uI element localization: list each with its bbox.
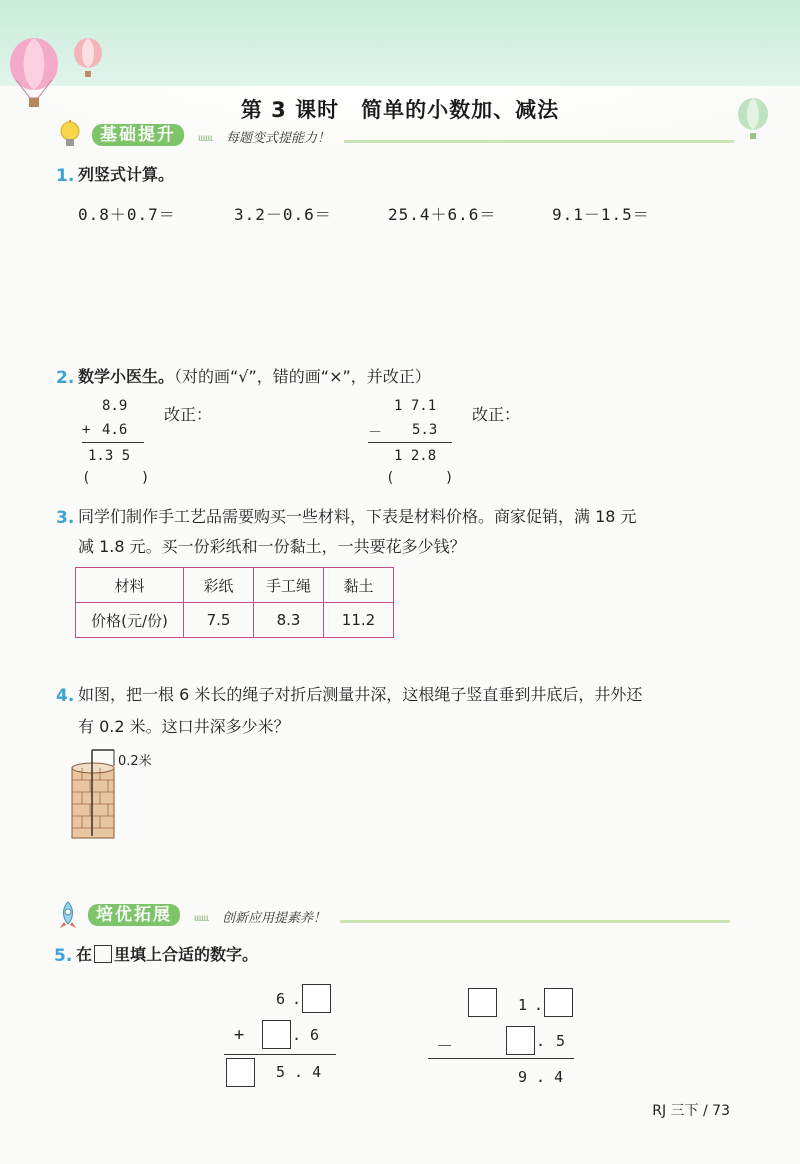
q2-calc-1: [82, 398, 152, 488]
calc2-result: 1 2.8: [394, 448, 437, 464]
table-cell: 8.3: [254, 603, 324, 638]
well-label: 0.2米: [118, 754, 152, 769]
banner-rule: [344, 140, 734, 143]
calc2-fix-label: 改正：: [472, 405, 521, 424]
lesson-title: 简单的小数加、减法: [361, 98, 560, 122]
calc2-top: 1 7.1: [394, 398, 437, 414]
lesson-number: 第 3 课时: [240, 98, 340, 122]
section-advanced-subtitle: 创新应用提素养！: [222, 911, 327, 926]
q5-left-mid-dot: .: [292, 1026, 302, 1044]
q5-left-top-digit: 6: [276, 990, 286, 1008]
question-2-text: [78, 362, 431, 392]
banner-rule-2: [340, 920, 730, 923]
page-footer: RJ 三下 / 73: [652, 1103, 730, 1119]
q5-right-top-digit: 1: [518, 996, 528, 1014]
q5-inline-box: [94, 945, 112, 963]
q5-left-box-1[interactable]: [302, 984, 331, 1013]
question-5-text: [76, 940, 258, 970]
question-4-number: 4.: [56, 686, 75, 706]
question-5-number: 5.: [54, 946, 73, 966]
calc1-bottom: 4.6: [102, 422, 128, 438]
page-title: [0, 94, 800, 124]
table-header: 材料: [76, 568, 184, 603]
q5-right-mid-digit: 5: [556, 1032, 566, 1050]
q1-expr-1: 0.8＋0.7＝: [78, 205, 176, 224]
question-4-line-1: 如图，把一根 6 米长的绳子对折后测量井深，这根绳子竖直垂到井底后，井外还: [78, 685, 643, 704]
table-cell: 价格(元/份): [76, 603, 184, 638]
question-2-title: 数学小医生。: [78, 367, 175, 386]
q5-text-before: 在: [76, 945, 93, 964]
table-cell: 7.5: [184, 603, 254, 638]
section-basic-subtitle: 每题变式提能力！: [226, 131, 331, 146]
calc2-rule: [368, 442, 452, 443]
question-1-text: 列竖式计算。: [78, 165, 175, 184]
q5-left-box-2[interactable]: [262, 1020, 291, 1049]
table-row: [76, 568, 394, 603]
q5-left-top-dot: .: [292, 990, 302, 1008]
q5-left-result: 5 . 4: [276, 1063, 322, 1081]
table-header: 手工绳: [254, 568, 324, 603]
q2-calc-2: [368, 398, 458, 488]
calc2-judge: ( ): [386, 470, 454, 486]
question-4-line-2: 有 0.2 米。这口井深多少米？: [78, 717, 290, 736]
q5-right-top-dot: .: [534, 996, 544, 1014]
banner-dots-2: ιιιιιι: [194, 913, 209, 924]
q5-left-rule: [224, 1054, 336, 1055]
q5-right-op: －: [436, 1037, 453, 1057]
calc1-judge: ( ): [82, 470, 150, 486]
section-advanced-label: 培优拓展: [88, 904, 180, 926]
question-3-number: 3.: [56, 508, 75, 528]
q5-right-rule: [428, 1058, 574, 1059]
question-1-number: 1.: [56, 166, 75, 186]
q5-right-box-1[interactable]: [468, 988, 497, 1017]
question-2-number: 2.: [56, 368, 75, 388]
calc1-result: 1.3 5: [88, 448, 131, 464]
table-row: [76, 603, 394, 638]
calc1-op: +: [82, 422, 91, 438]
table-header: 黏土: [324, 568, 394, 603]
well-figure: [70, 748, 120, 840]
q5-right-box-2[interactable]: [544, 988, 573, 1017]
q5-text-after: 里填上合适的数字。: [114, 945, 259, 964]
q1-expr-3: 25.4＋6.6＝: [388, 205, 497, 224]
q5-right-result: 9 . 4: [518, 1068, 564, 1086]
q1-expr-2: 3.2－0.6＝: [234, 205, 332, 224]
calc2-bottom: 5.3: [412, 422, 438, 438]
q5-left-mid-digit: 6: [310, 1026, 320, 1044]
table-header: 彩纸: [184, 568, 254, 603]
lightbulb-icon: [58, 120, 82, 150]
question-3-line-2: 减 1.8 元。买一份彩纸和一份黏土，一共要花多少钱？: [78, 537, 466, 556]
banner-dots: ιιιιιι: [198, 133, 213, 144]
balloon-icon-small: [72, 38, 104, 80]
table-cell: 11.2: [324, 603, 394, 638]
question-3-line-1: 同学们制作手工艺品需要购买一些材料，下表是材料价格。商家促销，满 18 元: [78, 507, 637, 526]
section-basic-label: 基础提升: [92, 124, 184, 146]
q5-left-box-3[interactable]: [226, 1058, 255, 1087]
q5-left-op: +: [234, 1025, 245, 1045]
q5-right-mid-dot: .: [536, 1032, 546, 1050]
rocket-icon: [56, 900, 80, 930]
price-table: [75, 567, 394, 638]
q5-right-box-3[interactable]: [506, 1026, 535, 1055]
calc1-top: 8.9: [102, 398, 128, 414]
calc1-fix-label: 改正：: [164, 405, 213, 424]
q1-expr-4: 9.1－1.5＝: [552, 205, 650, 224]
calc1-rule: [82, 442, 144, 443]
calc2-op: －: [368, 425, 382, 441]
question-2-note: （对的画“√”，错的画“×”，并改正）: [174, 367, 431, 386]
